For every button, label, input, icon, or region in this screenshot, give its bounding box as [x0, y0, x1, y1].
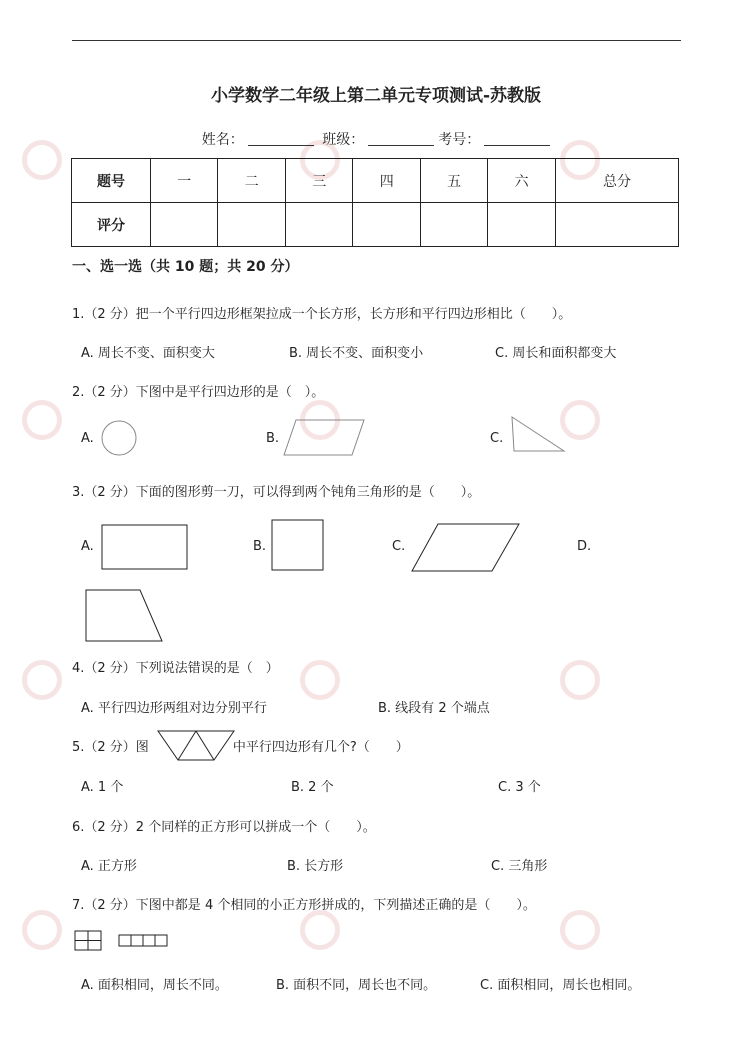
score-table-score-row — [72, 203, 679, 247]
q3-option-c[interactable]: C. — [392, 539, 406, 554]
q6-option-b[interactable]: B. 长方形 — [287, 859, 344, 874]
q3-option-b[interactable]: B. — [253, 539, 267, 554]
q5-option-a[interactable]: A. 1 个 — [81, 780, 124, 795]
q5-option-b[interactable]: B. 2 个 — [291, 780, 334, 795]
score-cell[interactable] — [353, 203, 420, 247]
score-cell[interactable] — [151, 203, 218, 247]
square-row-figure — [118, 934, 170, 948]
q4-option-a[interactable]: A. 平行四边形两组对边分别平行 — [81, 701, 267, 716]
student-info — [0, 129, 752, 149]
square-grid-figure — [74, 930, 104, 952]
score-cell[interactable] — [420, 203, 487, 247]
q7-option-b[interactable]: B. 面积不同，周长也不同。 — [276, 978, 437, 993]
top-rule — [72, 40, 681, 41]
q5-option-c[interactable]: C. 3 个 — [498, 780, 541, 795]
watermark-logo-icon — [300, 910, 340, 950]
class-label: 班级： — [322, 132, 365, 148]
q5-text-a: 5.（2 分）图 — [72, 740, 149, 755]
parallelogram-figure — [282, 418, 366, 458]
circle-figure — [100, 420, 140, 458]
page-title: 小学数学二年级上第二单元专项测试-苏教版 — [210, 86, 542, 106]
q2-option-c[interactable]: C. — [490, 431, 504, 446]
triangles-figure — [156, 728, 236, 762]
question-1: 1.（2 分）把一个平行四边形框架拉成一个长方形，长方形和平行四边形相比（ ）。 — [72, 307, 572, 322]
watermark-logo-icon — [22, 660, 62, 700]
question-6: 6.（2 分）2 个同样的正方形可以拼成一个（ ）。 — [72, 820, 376, 835]
question-7: 7.（2 分）下图中都是 4 个相同的小正方形拼成的，下列描述正确的是（ ）。 — [72, 898, 536, 913]
watermark-logo-icon — [22, 910, 62, 950]
q1-option-c[interactable]: C. 周长和面积都变大 — [495, 346, 617, 361]
watermark-logo-icon — [560, 910, 600, 950]
q2-option-a[interactable]: A. — [81, 431, 94, 446]
score-header-cell: 总分 — [555, 159, 678, 203]
score-table-header-row — [72, 159, 679, 203]
q2-option-b[interactable]: B. — [266, 431, 280, 446]
q1-option-b[interactable]: B. 周长不变、面积变小 — [289, 346, 424, 361]
square-figure — [270, 518, 326, 572]
q3-option-a[interactable]: A. — [81, 539, 94, 554]
score-header-cell: 六 — [488, 159, 555, 203]
section-heading: 一、选一选（共 10 题；共 20 分） — [72, 259, 299, 275]
score-cell[interactable] — [488, 203, 555, 247]
score-header-cell: 二 — [218, 159, 285, 203]
score-table — [71, 158, 679, 247]
score-header-cell: 四 — [353, 159, 420, 203]
watermark-logo-icon — [22, 400, 62, 440]
score-header-cell: 三 — [285, 159, 352, 203]
watermark-logo-icon — [300, 660, 340, 700]
parallelogram-figure — [410, 522, 522, 574]
q7-option-c[interactable]: C. 面积相同，周长也相同。 — [480, 978, 641, 993]
q6-option-a[interactable]: A. 正方形 — [81, 859, 137, 874]
exam-label: 考号： — [438, 132, 481, 148]
q3-option-d[interactable]: D. — [577, 539, 592, 554]
score-cell[interactable] — [555, 203, 678, 247]
question-4: 4.（2 分）下列说法错误的是（ ） — [72, 661, 279, 676]
q7-option-a[interactable]: A. 面积相同，周长不同。 — [81, 978, 228, 993]
q4-option-b[interactable]: B. 线段有 2 个端点 — [378, 701, 490, 716]
name-blank[interactable] — [248, 131, 314, 146]
score-cell[interactable] — [285, 203, 352, 247]
score-header-cell: 一 — [151, 159, 218, 203]
question-5 — [72, 736, 409, 755]
trapezoid-figure — [84, 588, 166, 644]
question-3: 3.（2 分）下面的图形剪一刀，可以得到两个钝角三角形的是（ ）。 — [72, 485, 481, 500]
score-header-cell: 题号 — [72, 159, 151, 203]
score-row-label: 评分 — [72, 203, 151, 247]
q1-option-a[interactable]: A. 周长不变、面积变大 — [81, 346, 215, 361]
score-cell[interactable] — [218, 203, 285, 247]
exam-blank[interactable] — [484, 131, 550, 146]
triangle-figure — [508, 415, 568, 455]
watermark-logo-icon — [560, 660, 600, 700]
question-2: 2.（2 分）下图中是平行四边形的是（ ）。 — [72, 385, 325, 400]
q6-option-c[interactable]: C. 三角形 — [491, 859, 548, 874]
name-label: 姓名： — [201, 132, 244, 148]
q5-text-b: 中平行四边形有几个?（ ） — [232, 740, 409, 755]
score-header-cell: 五 — [420, 159, 487, 203]
rectangle-figure — [100, 523, 190, 571]
class-blank[interactable] — [368, 131, 434, 146]
